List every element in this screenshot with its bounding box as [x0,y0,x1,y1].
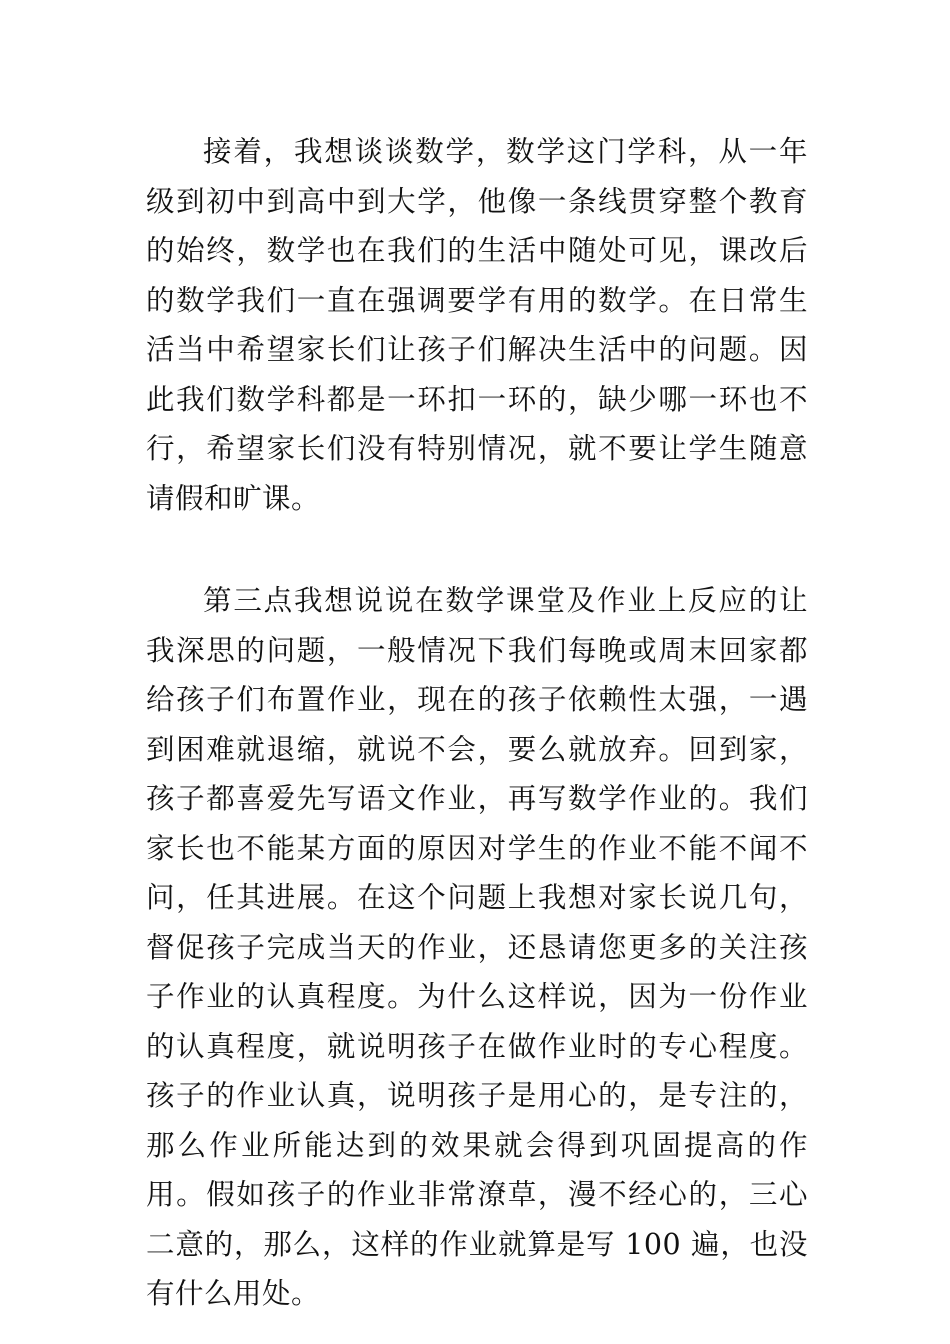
paragraph-homework-issue: 第三点我想说说在数学课堂及作业上反应的让我深思的问题，一般情况下我们每晚或周末回家都给孩子们布置作业，现在的孩子依赖性太强，一遇到困难就退缩，就说不会，要么就放弃。回到家，孩子都喜爱先写语文作业，再写数学作业的。我们家长也不能某方面的原因对学生的作业不能不闻不问，任其进展。在这个问题上我想对家长说几句，督促孩子完成当天的作业，还恳请您更多的关注孩子作业的认真程度。为什么这样说，因为一份作业的认真程度，就说明孩子在做作业时的专心程度。孩子的作业认真，说明孩子是用心的，是专注的，那么作业所能达到的效果就会得到巩固提高的作用。假如孩子的作业非常潦草，漫不经心的，三心二意的，那么，这样的作业就算是写 100 遍，也没有什么用处。 [146,584,808,1310]
paragraph-math-subject: 接着，我想谈谈数学，数学这门学科，从一年级到初中到高中到大学，他像一条线贯穿整个教育的始终，数学也在我们的生活中随处可见，课改后的数学我们一直在强调要学有用的数学。在日常生活当中希望家长们让孩子们解决生活中的问题。因此我们数学科都是一环扣一环的，缺少哪一环也不行，希望家长们没有特别情况，就不要让学生随意请假和旷课。 [146,135,808,515]
